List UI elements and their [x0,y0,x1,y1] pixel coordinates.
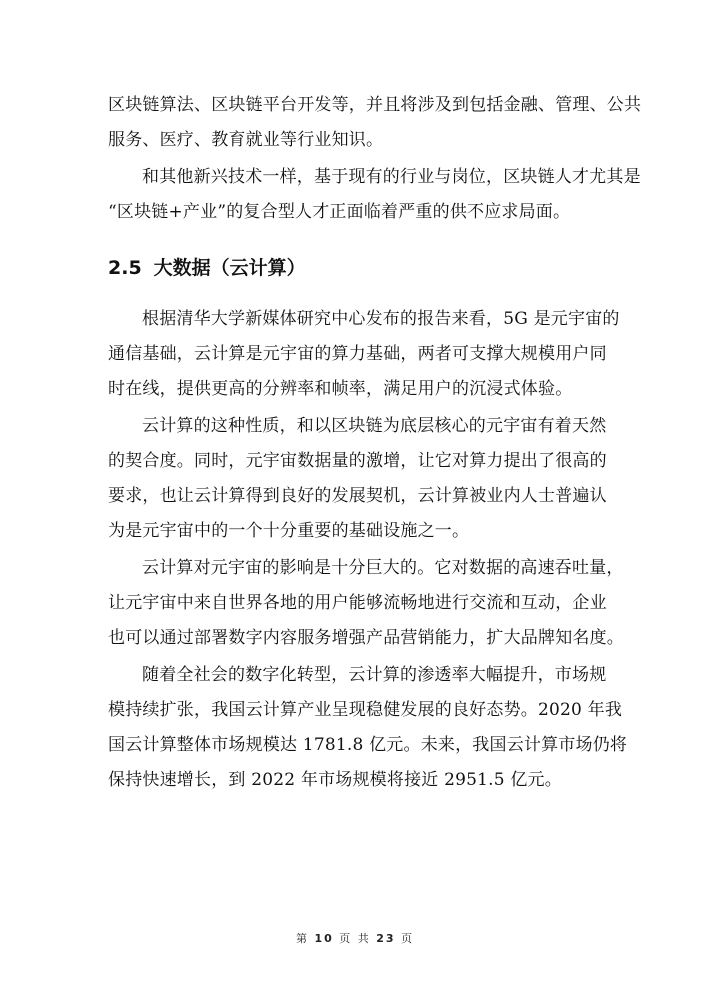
text-line: 云计算的这种性质，和以区块链为底层核心的元宇宙有着天然 [142,416,607,436]
footer-prefix: 第 [295,932,309,945]
page-number: 10 [314,932,334,945]
text-line: 的契合度。同时，元宇宙数据量的激增，让它对算力提出了很高的 [108,451,607,471]
page-total: 23 [376,932,396,945]
text-line: 让元宇宙中来自世界各地的用户能够流畅地进行交流和互动，企业 [108,593,607,613]
text-line: 和其他新兴技术一样，基于现有的行业与岗位，区块链人才尤其是 [142,167,641,187]
paragraph [108,658,628,798]
paragraph [108,160,641,230]
section-number: 2.5 [108,257,142,279]
paragraph [108,88,642,158]
section-title: 大数据（云计算） [153,257,306,279]
text-line: 根据清华大学新媒体研究中心发布的报告来看，5G 是元宇宙的 [142,309,620,329]
text-line: 通信基础，云计算是元宇宙的算力基础，两者可支撑大规模用户同 [108,344,607,364]
text-line: 也可以通过部署数字内容服务增强产品营销能力，扩大品牌知名度。 [108,628,624,648]
text-line: 随着全社会的数字化转型，云计算的渗透率大幅提升，市场规 [142,665,607,685]
footer-middle: 页 共 [339,932,371,945]
footer-suffix: 页 [401,932,415,945]
text-line: 云计算对元宇宙的影响是十分巨大的。它对数据的高速吞吐量， [142,558,624,578]
page-footer [0,930,710,946]
paragraph [108,409,606,549]
text-line: 为是元宇宙中的一个十分重要的基础设施之一。 [108,521,470,541]
text-line: 国云计算整体市场规模达 1781.8 亿元。未来，我国云计算市场仍将 [108,735,628,755]
text-line: “区块链+产业”的复合型人才正面临着严重的供不应求局面。 [108,202,571,222]
paragraph [108,302,620,407]
paragraph [108,551,624,656]
section-heading [108,248,606,288]
text-line: 要求，也让云计算得到良好的发展契机，云计算被业内人士普遍认 [108,486,607,506]
text-line: 区块链算法、区块链平台开发等，并且将涉及到包括金融、管理、公共 [108,95,642,115]
page-content [108,88,642,798]
text-line: 模持续扩张，我国云计算产业呈现稳健发展的良好态势。2020 年我 [108,700,623,720]
text-line: 服务、医疗、教育就业等行业知识。 [108,130,384,150]
text-line: 保持快速增长，到 2022 年市场规模将接近 2951.5 亿元。 [108,770,562,790]
text-line: 时在线，提供更高的分辨率和帧率，满足用户的沉浸式体验。 [108,379,573,399]
